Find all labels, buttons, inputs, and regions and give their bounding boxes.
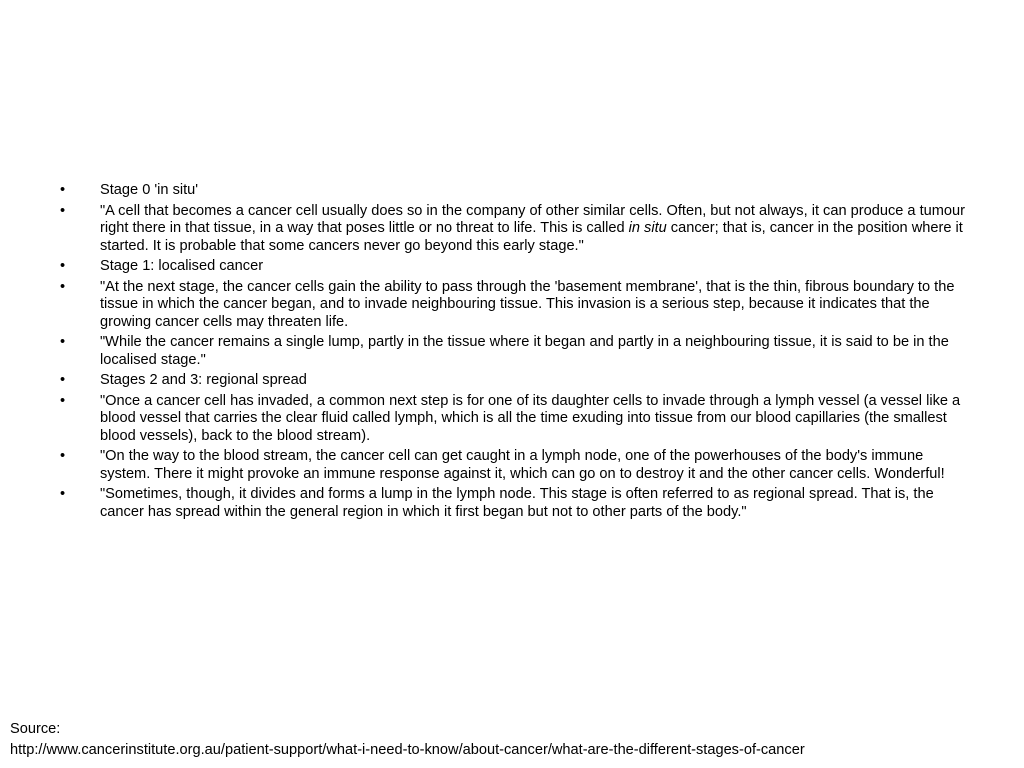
bullet-dot: • xyxy=(60,448,66,464)
bullet-text: Stages 2 and 3: regional spread xyxy=(100,372,307,388)
bullet-item xyxy=(60,334,966,369)
bullet-text: "While the cancer remains a single lump, partly in the tissue where it began and partly in a neighbouring tissue, it is said to be in the localised stage." xyxy=(100,334,949,368)
source-label: Source: xyxy=(10,721,61,737)
bullet-item xyxy=(60,393,966,446)
bullet-dot: • xyxy=(60,278,66,295)
bullet-item xyxy=(60,279,966,332)
bullet-text: "On the way to the blood stream, the cancer cell can get caught in a lymph node, one of the powerhouses of the body's immune system. There it might provoke an immune response against it, which can go on to destroy it and the other cancer cells. Wonderful! xyxy=(100,448,945,482)
bullet-text: "Once a cancer cell has invaded, a common next step is for one of its daughter cells to invade through a lymph vessel (a vessel like a blood vessel that carries the clear fluid called lymph, which is all the time exuding into tissue from our blood capillaries (the smallest blood vessels), back to the blood stream). xyxy=(100,392,961,444)
bullet-text: Stage 0 'in situ' xyxy=(100,182,199,198)
bullet-text xyxy=(100,203,965,254)
bullet-item xyxy=(60,203,966,256)
bullet-dot: • xyxy=(60,486,66,502)
bullet-dot: • xyxy=(60,372,66,388)
bullet-item xyxy=(60,372,966,390)
bullet-dot: • xyxy=(60,392,66,409)
bullet-item xyxy=(60,182,966,200)
source-url[interactable]: http://www.cancerinstitute.org.au/patient-support/what-i-need-to-know/about-cancer/what-are-the-different-stages-of-cancer xyxy=(10,742,805,758)
source-citation xyxy=(10,719,1020,761)
bullet-text: "Sometimes, though, it divides and forms a lump in the lymph node. This stage is often referred to as regional spread. That is, the cancer has spread within the general region in which it first began but not to other parts of the body." xyxy=(100,486,934,520)
bullet-dot: • xyxy=(60,202,66,219)
bullet-item xyxy=(60,448,966,483)
bullet-list xyxy=(60,182,966,524)
bullet-text-run: "A cell that becomes a cancer cell usually does so in the company of other similar cells. Often, but not always, it can produce a tumour right there in that tissue, in a way that poses little or no threat to life. This is called xyxy=(100,202,966,236)
bullet-dot: • xyxy=(60,182,66,198)
bullet-text: "At the next stage, the cancer cells gain the ability to pass through the 'basement membrane', that is the thin, fibrous boundary to the tissue in which the cancer began, and to invade neighbouring tissue. This invasion is a serious step, because it indicates that the growing cancer cells may threaten life. xyxy=(100,278,955,330)
bullet-item xyxy=(60,486,966,521)
bullet-dot: • xyxy=(60,334,66,350)
bullet-dot: • xyxy=(60,258,66,274)
bullet-item xyxy=(60,258,966,276)
bullet-text-italic-run: in situ xyxy=(628,220,667,236)
bullet-text-run: cancer; that is, cancer in the position where it started. It is probable that some cancers never go beyond this early stage." xyxy=(100,220,963,254)
bullet-text: Stage 1: localised cancer xyxy=(100,258,264,274)
